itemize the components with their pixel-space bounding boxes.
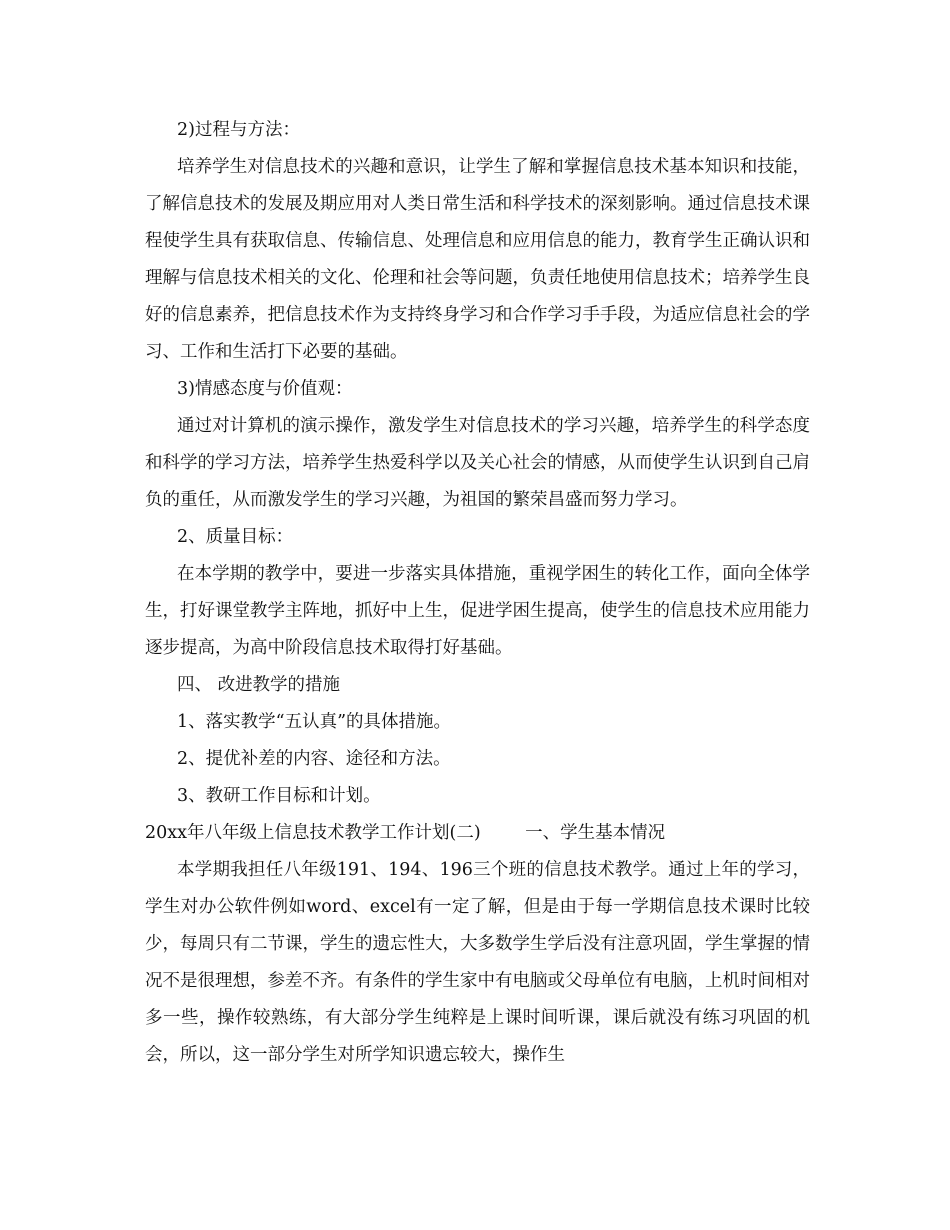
list-item-1: 1、落实教学“五认真”的具体措施。 <box>177 712 452 732</box>
list-item-3: 3、教研工作目标和计划。 <box>177 786 381 806</box>
section-heading-improvement: 四、 改进教学的措施 <box>177 675 341 695</box>
subheading-attitude-values: 3)情感态度与价值观： <box>177 379 353 399</box>
plan-title-line: 20xx年八年级上信息技术教学工作计划(二) 一、学生基本情况 <box>145 823 666 843</box>
paragraph-process-method: 培养学生对信息技术的兴趣和意识，让学生了解和掌握信息技术基本知识和技能，了解信息技术的发展及期应用对人类日常生活和科学技术的深刻影响。通过信息技术课程使学生具有获取信息、传输信息、处理信息和应用信息的能力，教育学生正确认识和理解与信息技术相关的文化、伦理和社会等问题，负责任地使用信息技术；培养学生良好的信息素养，把信息技术作为支持终身学习和合作学习手手段，为适应信息社会的学习、工作和生活打下必要的基础。 <box>145 157 810 362</box>
paragraph-student-situation: 本学期我担任八年级191、194、196三个班的信息技术教学。通过上年的学习，学生对办公软件例如word、excel有一定了解，但是由于每一学期信息技术课时比较少，每周只有二节课，学生的遗忘性大，大多数学生学后没有注意巩固，学生掌握的情况不是很理想，参差不齐。有条件的学生家中有电脑或父母单位有电脑，上机时间相对多一些，操作较熟练，有大部分学生纯粹是上课时间听课，课后就没有练习巩固的机会，所以，这一部分学生对所学知识遗忘较大，操作生 <box>145 860 810 1065</box>
paragraph-quality-goals: 在本学期的教学中，要进一步落实具体措施，重视学困生的转化工作，面向全体学生，打好课堂教学主阵地，抓好中上生，促进学困生提高，使学生的信息技术应用能力逐步提高，为高中阶段信息技术取得打好基础。 <box>145 564 810 658</box>
subheading-process-method: 2)过程与方法： <box>177 120 300 140</box>
paragraph-attitude-values: 通过对计算机的演示操作，激发学生对信息技术的学习兴趣，培养学生的科学态度和科学的学习方法，培养学生热爱科学以及关心社会的情感，从而使学生认识到自己肩负的重任，从而激发学生的学习兴趣，为祖国的繁荣昌盛而努力学习。 <box>145 416 810 510</box>
document-body <box>145 112 810 1074</box>
list-item-2: 2、提优补差的内容、途径和方法。 <box>177 749 451 769</box>
subheading-quality-goals: 2、质量目标： <box>177 527 294 547</box>
